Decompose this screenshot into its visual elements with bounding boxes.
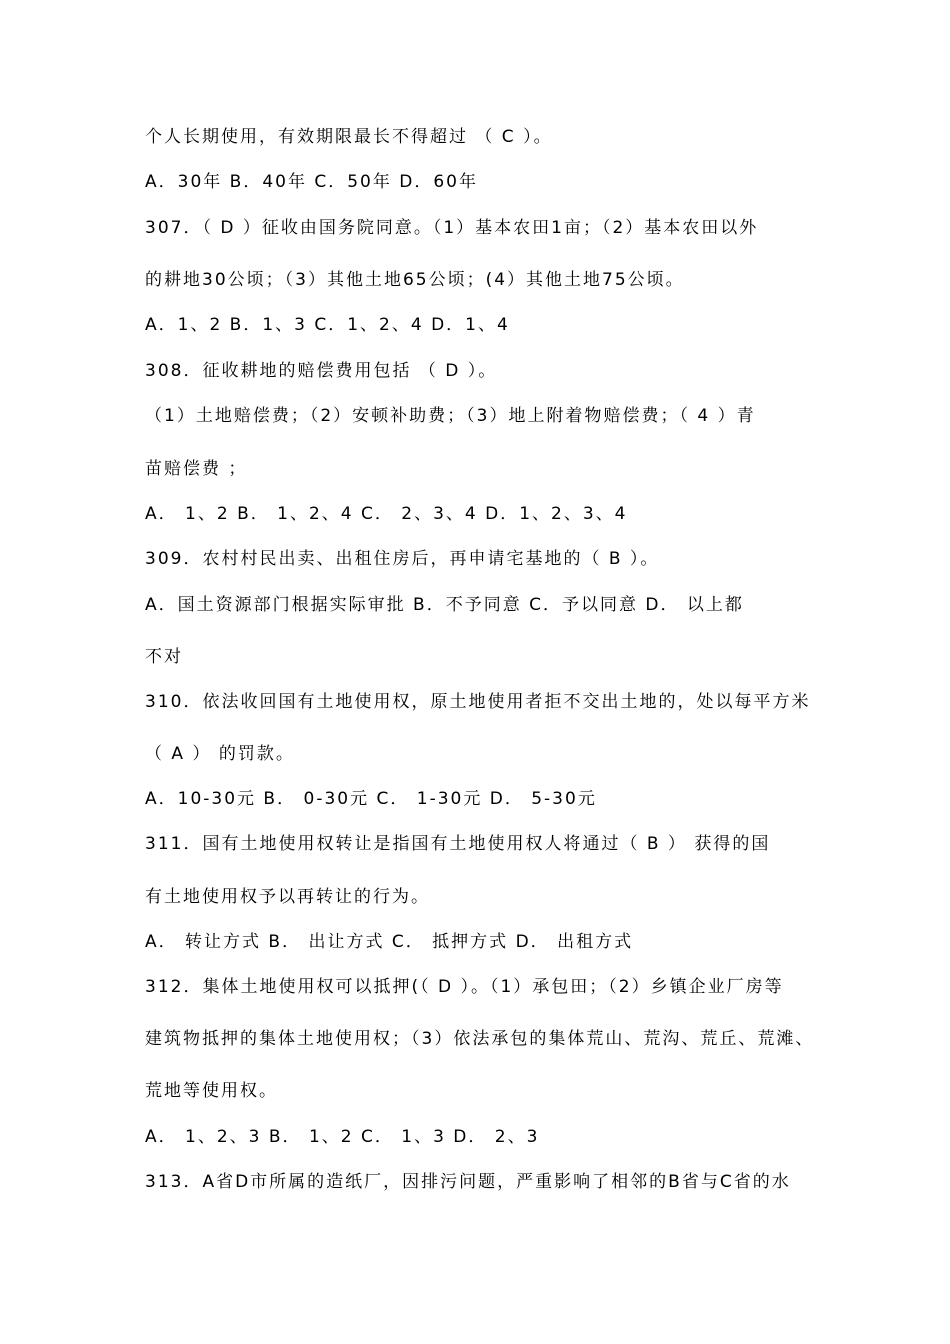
question-307: 307．（ D ）征收由国务院同意。（1）基本农田1亩；（2）基本农田以外 (145, 218, 759, 238)
answer-options-307: A．1、2 B．1、3 C．1、2、4 D．1、4 (145, 315, 510, 335)
text-line-21: 荒地等使用权。 (145, 1081, 278, 1101)
answer-options-308: A． 1、2 B． 1、2、4 C． 2、3、4 D．1、2、3、4 (145, 504, 628, 524)
question-308: 308．征收耕地的赔偿费用包括 （ D ）。 (145, 361, 498, 381)
answer-options-311: A． 转让方式 B． 出让方式 C． 抵押方式 D． 出租方式 (145, 932, 634, 952)
answer-options-312: A． 1、2、3 B． 1、2 C． 1、3 D． 2、3 (145, 1127, 540, 1147)
text-line-1: 个人长期使用，有效期限最长不得超过 （ C ）。 (145, 127, 553, 147)
text-line-2: A．30年 B．40年 C．50年 D．60年 (145, 172, 478, 192)
question-310: 310．依法收回国有土地使用权，原土地使用者拒不交出土地的，处以每平方米 (145, 692, 811, 712)
text-line-8: 苗赔偿费 ； (145, 459, 248, 479)
question-311: 311．国有土地使用权转让是指国有土地使用权人将通过（ B ） 获得的国 (145, 834, 771, 854)
question-312: 312．集体土地使用权可以抵押(（ D ）。（1）承包田；（2）乡镇企业厂房等 (145, 977, 784, 997)
question-309: 309．农村村民出卖、出租住房后，再申请宅基地的（ B ）。 (145, 549, 660, 569)
answer-options-310: A．10-30元 B． 0-30元 C． 1-30元 D． 5-30元 (145, 789, 597, 809)
text-line-20: 建筑物抵押的集体土地使用权；（3）依法承包的集体荒山、荒沟、荒丘、荒滩、 (145, 1029, 815, 1049)
text-line-17: 有土地使用权予以再转让的行为。 (145, 887, 430, 907)
question-313: 313．A省D市所属的造纸厂，因排污问题，严重影响了相邻的B省与C省的水 (145, 1172, 791, 1192)
text-line-12: 不对 (145, 647, 183, 667)
text-line-7: （1）土地赔偿费；（2）安顿补助费；（3）地上附着物赔偿费；（ 4 ）青 (145, 406, 756, 426)
answer-options-309: A．国土资源部门根据实际审批 B．不予同意 C．予以同意 D． 以上都 (145, 595, 744, 615)
text-line-14: （ A ） 的罚款。 (145, 744, 295, 764)
text-line-4: 的耕地30公顷；（3）其他土地65公顷；(4）其他土地75公顷。 (145, 270, 685, 290)
